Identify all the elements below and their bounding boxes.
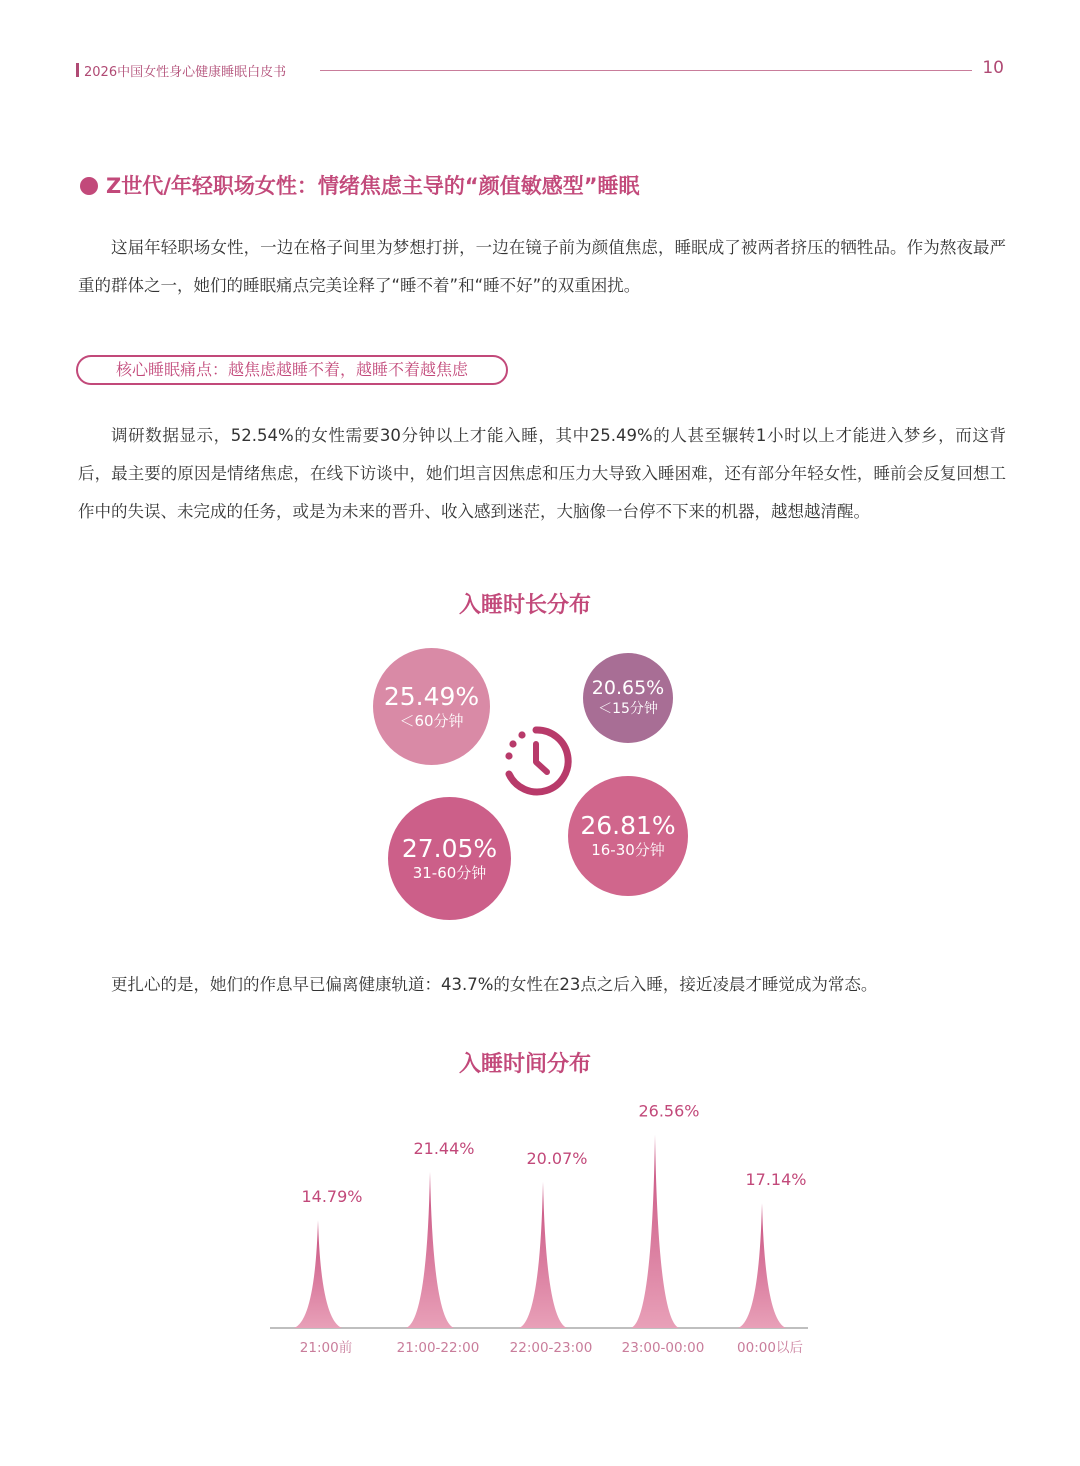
pain-point-pill: 核心睡眠痛点：越焦虑越睡不着，越睡不着越焦虑 bbox=[76, 355, 508, 385]
bubble-label: ＜15分钟 bbox=[598, 701, 658, 717]
category-label: 23:00-00:00 bbox=[621, 1340, 705, 1356]
data-label: 21.44% bbox=[413, 1138, 475, 1158]
survey-paragraph: 调研数据显示，52.54%的女性需要30分钟以上才能入睡，其中25.49%的人甚至辗转1小时以上才能进入梦乡，而这背后，最主要的原因是情绪焦虑，在线下访谈中，她们坦言因焦虑和压力大导致入睡困难，还有部分年轻女性，睡前会反复回想工作中的失误、未完成的任务，或是为未来的晋升、收入感到迷茫，大脑像一台停不下来的机器，越想越清醒。 bbox=[78, 426, 1006, 521]
bubble-under-60 bbox=[373, 648, 490, 765]
header-rule bbox=[320, 70, 972, 71]
bubble-value: 25.49% bbox=[383, 681, 480, 711]
page-header bbox=[76, 58, 1004, 82]
data-label: 20.07% bbox=[526, 1148, 588, 1168]
bubble-value: 27.05% bbox=[401, 833, 498, 863]
data-label: 26.56% bbox=[638, 1101, 700, 1121]
category-label: 00:00以后 bbox=[737, 1340, 803, 1356]
bar-spike bbox=[294, 1220, 342, 1328]
header-accent-bar bbox=[76, 63, 79, 77]
bubble-31-60 bbox=[388, 797, 511, 920]
bar-spike bbox=[631, 1134, 679, 1328]
bubble-label: 31-60分钟 bbox=[412, 863, 487, 882]
bar-spike bbox=[406, 1172, 454, 1328]
section-heading-text: Z世代/年轻职场女性：情绪焦虑主导的“颜值敏感型”睡眠 bbox=[106, 174, 640, 198]
category-label: 21:00-22:00 bbox=[396, 1340, 480, 1356]
bedtime-bar-chart bbox=[260, 1090, 820, 1370]
bedtime-chart-title: 入睡时间分布 bbox=[458, 1052, 591, 1077]
bubble-16-30 bbox=[568, 776, 688, 896]
data-label: 14.79% bbox=[301, 1187, 363, 1207]
data-label: 17.14% bbox=[745, 1170, 807, 1190]
bar-spike bbox=[738, 1203, 786, 1328]
section-heading bbox=[80, 170, 640, 200]
bubble-value: 26.81% bbox=[580, 811, 676, 840]
duration-chart-title: 入睡时长分布 bbox=[458, 593, 591, 618]
page-number: 10 bbox=[982, 58, 1004, 78]
bubble-label: ＜60分钟 bbox=[399, 711, 464, 730]
category-label: 22:00-23:00 bbox=[509, 1340, 593, 1356]
document-title: 2026中国女性身心健康睡眠白皮书 bbox=[84, 65, 287, 80]
category-label: 21:00前 bbox=[299, 1340, 353, 1356]
bar-spike bbox=[519, 1182, 567, 1328]
bedtime-paragraph: 更扎心的是，她们的作息早已偏离健康轨道：43.7%的女性在23点之后入睡，接近凌晨才睡觉成为常态。 bbox=[111, 975, 878, 994]
bullet-dot-icon bbox=[80, 177, 98, 195]
intro-paragraph: 这届年轻职场女性，一边在格子间里为梦想打拼，一边在镜子前为颜值焦虑，睡眠成了被两者挤压的牺牲品。作为熬夜最严重的群体之一，她们的睡眠痛点完美诠释了“睡不着”和“睡不好”的双重困扰。 bbox=[78, 238, 1006, 295]
bubble-under-15 bbox=[583, 653, 673, 743]
bubble-label: 16-30分钟 bbox=[591, 841, 665, 859]
clock-icon bbox=[497, 722, 575, 800]
bubble-value: 20.65% bbox=[591, 677, 665, 699]
